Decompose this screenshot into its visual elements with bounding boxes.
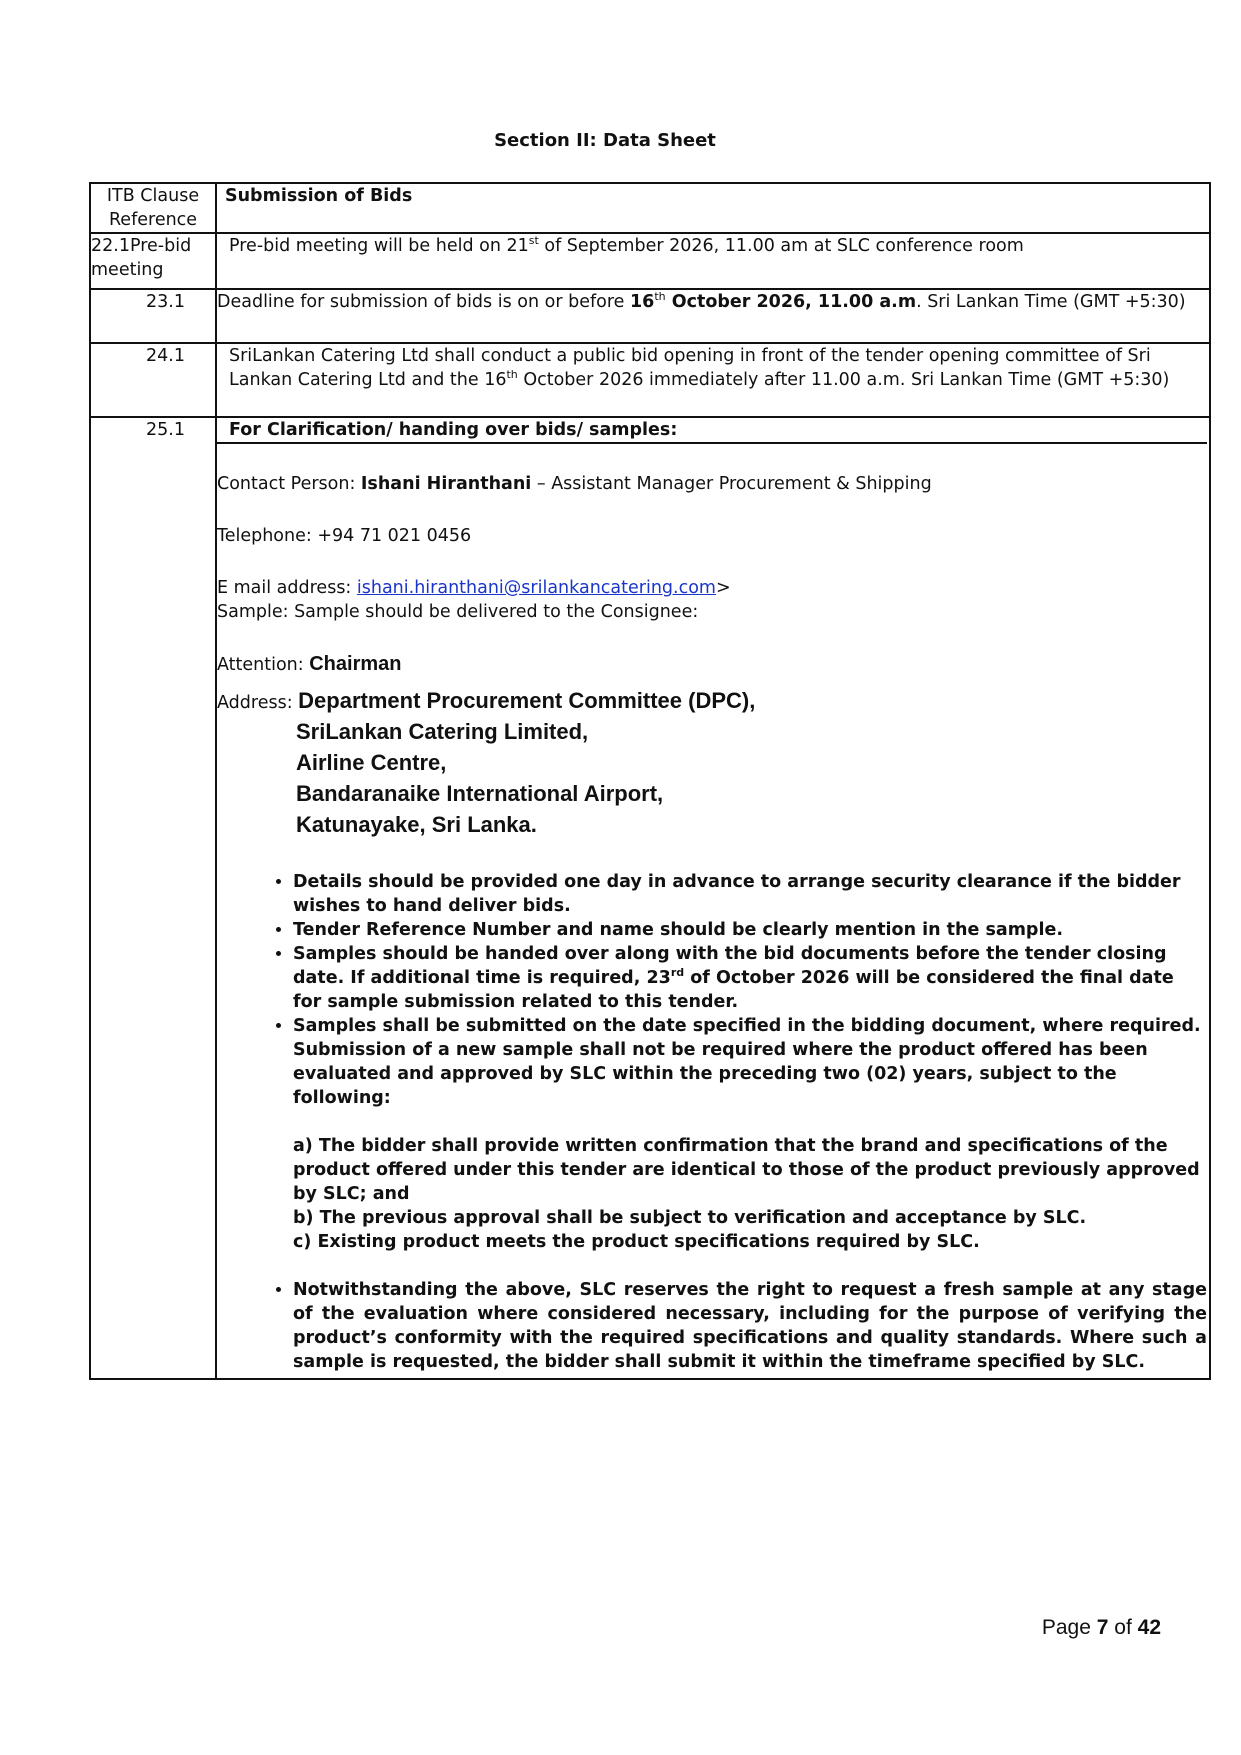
list-item: • Samples shall be submitted on the date specified in the bidding document, where required. Submission of a new sample shall not be required where the product offered has been evaluated and approved by SLC within the preceding two (02) years, subject to the following: a) The bidder shall provide written confirmation that the brand and specifications of the product offered under this tender are identical to those of the product previously approved by SLC; and b) The previous approval shall be subject to verification and acceptance by SLC. c) Existing product meets the product specifications required by SLC. xyxy=(293,1014,1207,1254)
telephone: Telephone: +94 71 021 0456 xyxy=(217,526,472,546)
clause-ref-opening: 24.1 xyxy=(90,343,216,417)
list-item: • Samples should be handed over along with the bid documents before the tender closing date. If additional time is required, 23rd of October 2026 will be considered the final date for sample submission related to this tender. xyxy=(293,942,1207,1014)
sub-conditions: a) The bidder shall provide written confirmation that the brand and specifications of the product offered under this tender are identical to those of the product previously approved by SLC; and b) The previous approval shall be subject to verification and acceptance by SLC. c) Existing product meets the product specifications required by SLC. xyxy=(293,1136,1200,1252)
contact-person: Contact Person: Ishani Hiranthani – Assistant Manager Procurement & Shipping xyxy=(217,474,932,494)
list-item: • Notwithstanding the above, SLC reserves the right to request a fresh sample at any stage of the evaluation where considered necessary, including for the purpose of verifying the product’s conformity with the required specifications and quality standards. Where such a sample is requested, the bidder shall submit it within the timeframe specified by SLC. xyxy=(293,1278,1207,1374)
page-title: Section II: Data Sheet xyxy=(494,130,716,151)
attention: Attention: Chairman xyxy=(217,653,402,675)
bid-opening-text: SriLankan Catering Ltd shall conduct a public bid opening in front of the tender opening committee of Sri Lankan Catering Ltd and the 16th October 2026 immediately after 11.00 a.m. Sri Lankan Time (GMT +5:30) xyxy=(216,343,1210,417)
address-line: Airline Centre, xyxy=(296,750,447,775)
address-line: Bandaranaike International Airport, xyxy=(296,781,664,806)
list-item: • Details should be provided one day in advance to arrange security clearance if the bidder wishes to hand deliver bids. xyxy=(293,870,1207,918)
table-row-prebid xyxy=(90,233,1210,289)
page-number: Page 7 of 42 xyxy=(1041,1616,1161,1639)
data-sheet-table xyxy=(89,182,1211,1380)
submission-header: Submission of Bids xyxy=(216,183,1210,233)
address-line: SriLankan Catering Limited, xyxy=(296,719,589,744)
table-row-bid-opening xyxy=(90,343,1210,417)
clarification-heading: For Clarification/ handing over bids/ samples: xyxy=(217,418,1207,444)
address-line: Department Procurement Committee (DPC), xyxy=(298,688,756,713)
address-block: Address: Department Procurement Committee (DPC), SriLankan Catering Limited, Airline Centre, Bandaranaike International Airport, Katunayake, Sri Lanka. xyxy=(217,685,1207,840)
deadline-text: Deadline for submission of bids is on or before 16th October 2026, 11.00 a.m. Sri Lankan Time (GMT +5:30) xyxy=(216,289,1210,343)
list-item: • Tender Reference Number and name should be clearly mention in the sample. xyxy=(293,918,1207,942)
sample-notes-list xyxy=(217,870,1207,1374)
table-header-row xyxy=(90,183,1210,233)
itb-clause-header: ITB Clause Reference xyxy=(90,183,216,233)
email-link[interactable]: ishani.hiranthani@srilankancatering.com xyxy=(356,578,716,598)
address-line: Katunayake, Sri Lanka. xyxy=(296,812,537,837)
clarification-cell xyxy=(216,417,1210,1379)
prebid-text: Pre-bid meeting will be held on 21st of September 2026, 11.00 am at SLC conference room xyxy=(216,233,1210,289)
email-address: E mail address: ishani.hiranthani@srilankancatering.com> xyxy=(217,578,731,598)
table-row-clarification xyxy=(90,417,1210,1379)
clause-ref-deadline: 23.1 xyxy=(90,289,216,343)
sample-delivery: Sample: Sample should be delivered to the Consignee: xyxy=(217,602,699,622)
clause-ref-clarification: 25.1 xyxy=(90,417,216,1379)
clause-ref-prebid: 22.1Pre-bid meeting xyxy=(90,233,216,289)
table-row-deadline xyxy=(90,289,1210,343)
